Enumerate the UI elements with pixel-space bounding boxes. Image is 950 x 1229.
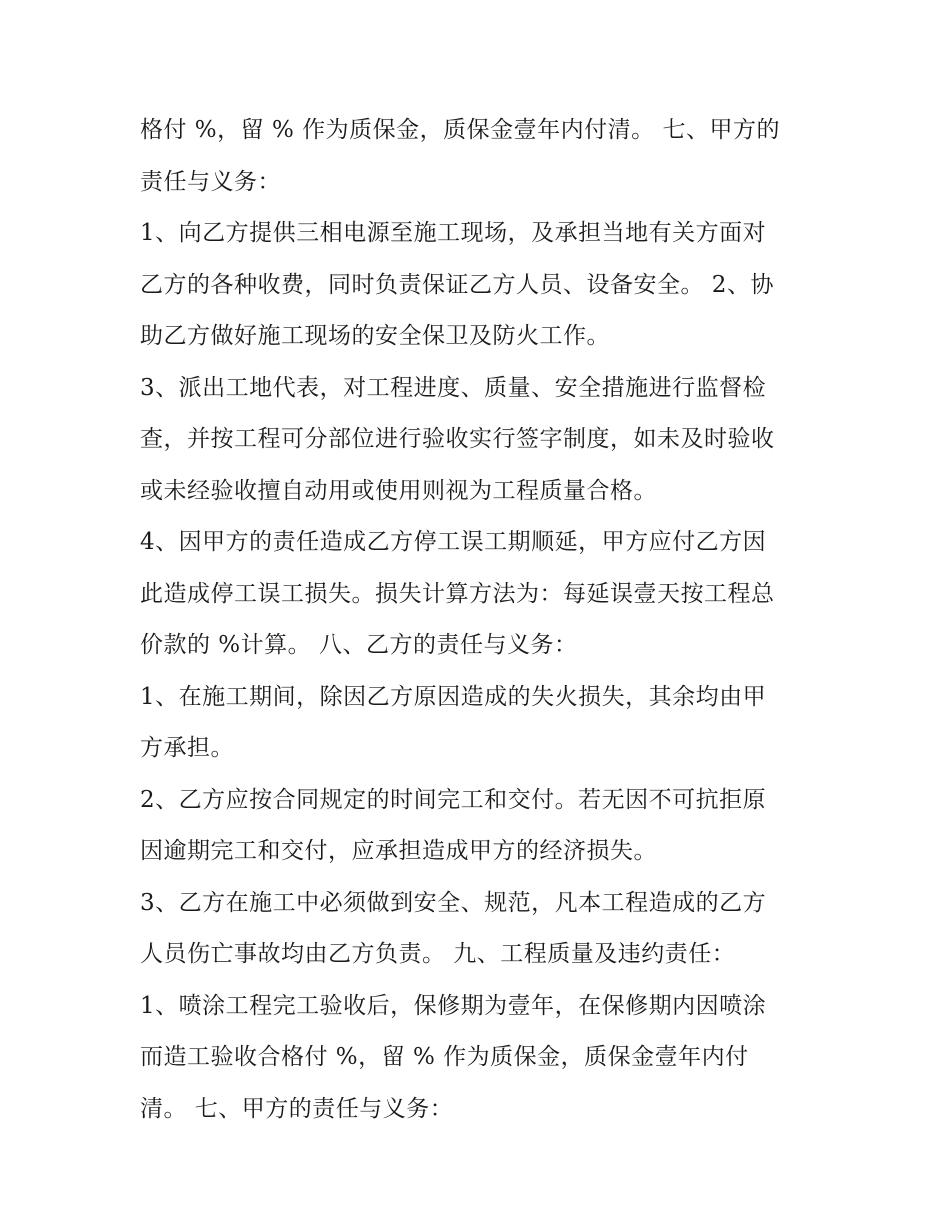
text-line: 助乙方做好施工现场的安全保卫及防火工作。 [140, 323, 610, 349]
text-line: 而造工验收合格付 %，留 % 作为质保金，质保金壹年内付 [140, 1044, 749, 1070]
text-line: 方承担。 [140, 735, 234, 761]
text-line: 价款的 %计算。 八、乙方的责任与义务： [140, 632, 578, 658]
text-line: 查，并按工程可分部位进行验收实行签字制度，如未及时验收 [140, 426, 775, 452]
text-line: 2、乙方应按合同规定的时间完工和交付。若无因不可抗拒原 [140, 786, 767, 813]
text-line: 或未经验收擅自动用或使用则视为工程质量合格。 [140, 477, 657, 504]
text-line: 3、派出工地代表，对工程进度、质量、安全措施进行监督检 [140, 374, 767, 401]
text-line: 此造成停工误工损失。损失计算方法为：每延误壹天按工程总 [140, 580, 775, 607]
text-line: 1、向乙方提供三相电源至施工现场，及承担当地有关方面对 [140, 220, 767, 246]
text-line: 4、因甲方的责任造成乙方停工误工期顺延，甲方应付乙方因 [140, 529, 767, 555]
text-line: 责任与义务： [140, 168, 281, 195]
text-line: 1、喷涂工程完工验收后，保修期为壹年，在保修期内因喷涂 [140, 992, 767, 1019]
text-line: 1、在施工期间，除因乙方原因造成的失火损失，其余均由甲 [140, 683, 767, 710]
text-line: 格付 %，留 % 作为质保金，质保金壹年内付清。 七、甲方的 [140, 117, 780, 143]
text-line: 因逾期完工和交付，应承担造成甲方的经济损失。 [140, 838, 657, 864]
text-line: 清。 七、甲方的责任与义务： [140, 1095, 454, 1122]
text-line: 3、乙方在施工中必须做到安全、规范，凡本工程造成的乙方 [140, 889, 767, 916]
text-line: 乙方的各种收费，同时负责保证乙方人员、设备安全。 2、协 [140, 271, 774, 298]
text-line: 人员伤亡事故均由乙方负责。 九、工程质量及违约责任： [140, 941, 736, 967]
document-body [140, 105, 820, 1135]
